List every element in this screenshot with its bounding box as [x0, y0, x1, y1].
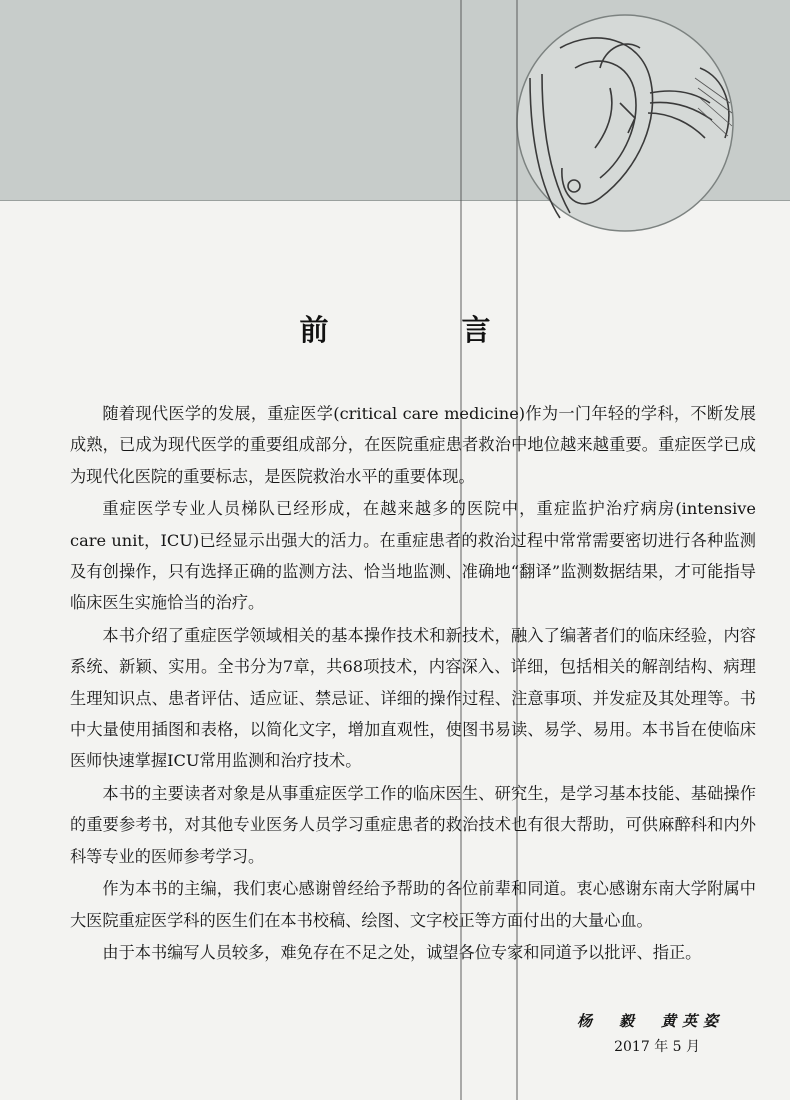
preface-body: [70, 398, 756, 969]
paragraph-3: 本书介绍了重症医学领域相关的基本操作技术和新技术，融入了编著者们的临床经验，内容系统、新颖、实用。全书分为7章，共68项技术，内容深入、详细，包括相关的解剖结构、病理生理知识点、患者评估、适应证、禁忌证、详细的操作过程、注意事项、并发症及其处理等。书中大量使用插图和表格，以简化文字，增加直观性，使图书易读、易学、易用。本书旨在使临床医师快速掌握ICU常用监测和治疗技术。: [70, 625, 756, 771]
heart-anatomy-icon: [500, 8, 750, 238]
paragraph-6: 由于本书编写人员较多，难免存在不足之处，诚望各位专家和同道予以批评、指正。: [102, 942, 702, 962]
page-title: 前 言: [299, 313, 543, 347]
preface-date: 2017 年 5 月: [614, 1039, 700, 1055]
paragraph-2: 重症医学专业人员梯队已经形成，在越来越多的医院中，重症监护治疗病房(intensive care unit，ICU)已经显示出强大的活力。在重症患者的救治过程中常常需要密切进行各种监测及有创操作，只有选择正确的监测方法、恰当地监测、准确地“翻译”监测数据结果，才可能指导临床医生实施恰当的治疗。: [70, 499, 756, 613]
author-names: 杨 毅 黄英姿: [576, 1012, 724, 1030]
paragraph-4: 本书的主要读者对象是从事重症医学工作的临床医生、研究生，是学习基本技能、基础操作的重要参考书，对其他专业医务人员学习重症患者的救治技术也有很大帮助，可供麻醉科和内外科等专业的医师参考学习。: [70, 783, 756, 866]
paragraph-1: 随着现代医学的发展，重症医学(critical care medicine)作为一门年轻的学科，不断发展成熟，已成为现代医学的重要组成部分，在医院重症患者救治中地位越来越重要。重症医学已成为现代化医院的重要标志，是医院救治水平的重要体现。: [70, 404, 756, 486]
signature-block: [577, 1008, 724, 1060]
paragraph-5: 作为本书的主编，我们衷心感谢曾经给予帮助的各位前辈和同道。衷心感谢东南大学附属中大医院重症医学科的医生们在本书校稿、绘图、文字校正等方面付出的大量心血。: [70, 879, 756, 930]
